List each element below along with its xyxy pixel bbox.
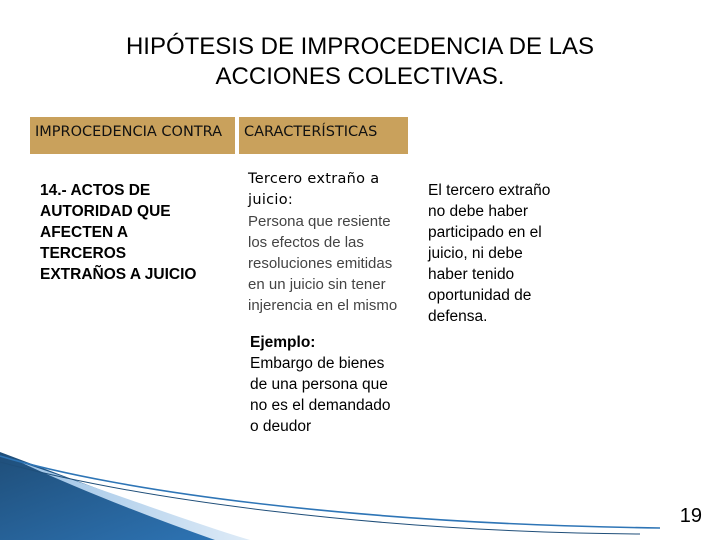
definition-line: resoluciones emitidas [248,255,393,272]
example-line: Embargo de bienes [250,355,385,372]
header-caracteristicas: CARACTERÍSTICAS [239,117,408,154]
definition-line: los efectos de las [248,234,364,251]
example-line: de una persona que [250,376,388,393]
title-line: HIPÓTESIS DE IMPROCEDENCIA DE LAS [125,33,595,60]
characteristic-line: no debe haber [428,203,528,220]
example-label: Ejemplo: [250,334,316,351]
corner-swoosh-decoration [0,452,720,540]
page-number: 19 [679,505,702,527]
definition-line: Persona que resiente [248,213,391,230]
cell-line: EXTRAÑOS A JUICIO [40,266,197,283]
tercero-definition [248,169,428,316]
cell-line: 14.- ACTOS DE [40,182,151,199]
characteristic-line: participado en el [428,224,542,241]
example-line: o deudor [250,418,312,435]
slide-title [60,32,660,92]
characteristic-line: El tercero extraño [428,182,551,199]
definition-line: injerencia en el mismo [248,297,398,314]
cell-line: AFECTEN A [40,224,129,241]
example-block [250,332,430,437]
cell-line: AUTORIDAD QUE [40,203,171,220]
characteristic-text [428,180,598,327]
title-line: ACCIONES COLECTIVAS. [215,63,505,90]
header-improcedencia-contra: IMPROCEDENCIA CONTRA [30,117,235,154]
definition-heading: juicio: [248,192,294,208]
example-line: no es el demandado [250,397,391,414]
characteristic-line: haber tenido [428,266,515,283]
improcedencia-cell [40,180,240,285]
definition-heading: Tercero extraño a [248,171,380,187]
characteristic-line: juicio, ni debe [428,245,523,262]
cell-line: TERCEROS [40,245,127,262]
characteristic-line: oportunidad de [428,287,532,304]
definition-line: en un juicio sin tener [248,276,386,293]
characteristic-line: defensa. [428,308,488,325]
